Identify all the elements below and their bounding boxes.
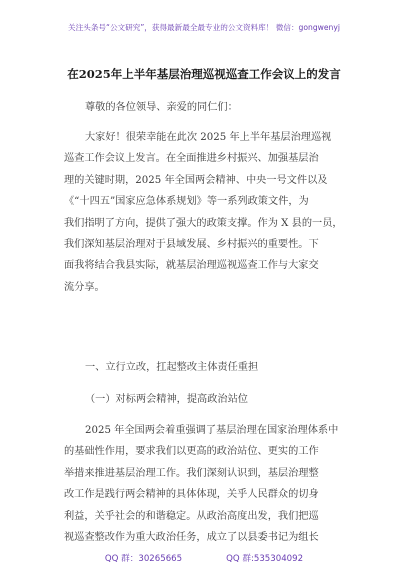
- paragraph-line: 大家好！很荣幸能在此次 2025 年上半年基层治理巡视: [85, 132, 332, 143]
- footer-banner: [0, 552, 408, 564]
- paragraph-line: 巡查工作会议上发言。在全面推进乡村振兴、加强基层治: [64, 153, 319, 165]
- document-title: 在2025年上半年基层治理巡视巡查工作会议上的发言: [67, 67, 341, 81]
- paragraph-line: 流分享。: [64, 281, 105, 293]
- paragraph-line: 的基础性作用，要求我们以更高的政治站位、更实的工作: [64, 446, 319, 458]
- footer-qq-group-1: QQ 群：30265665: [104, 554, 183, 564]
- paragraph-intro: [64, 127, 364, 298]
- paragraph-line: 面我将结合我县实际，就基层治理巡视巡查工作与大家交: [64, 260, 319, 272]
- paragraph-line: 改工作是践行两会精神的具体体现，关乎人民群众的切身: [64, 489, 319, 501]
- paragraph-line: 《“十四五”国家应急体系规划》等一系列政策文件，为: [64, 196, 309, 208]
- subsection-heading-text: （一）对标两会精神，提高政治站位: [85, 394, 248, 405]
- subsection-heading: [64, 389, 364, 410]
- greeting: [64, 97, 364, 118]
- footer-qq-group-2: QQ 群:535304092: [226, 554, 304, 564]
- greeting-text: 尊敬的各位领导、亲爱的同仁们：: [85, 102, 238, 113]
- section-heading: [64, 357, 364, 378]
- paragraph-line: 举措来推进基层治理工作。我们深刻认识到，基层治理整: [64, 467, 319, 479]
- section-heading-text: 一、立行立改，扛起整改主体责任重担: [85, 362, 259, 373]
- paragraph-line: 我们指明了方向，提供了强大的政策支撑。作为 X 县的一员，: [64, 217, 343, 229]
- paragraph-line: 我们深知基层治理对于县域发展、乡村振兴的重要性。下: [64, 238, 319, 250]
- paragraph-line: 视巡查整改作为重大政治任务，成立了以县委书记为组长: [64, 531, 319, 543]
- header-banner: 关注头条号“公文研究”，获得最新最全最专业的公文资料库！ 微信：gongwenyj: [68, 23, 340, 32]
- paragraph-section-1: [64, 420, 364, 548]
- paragraph-line: 2025 年全国两会着重强调了基层治理在国家治理体系中: [85, 425, 339, 436]
- paragraph-line: 理的关键时期，2025 年全国两会精神、中央一号文件以及: [64, 174, 328, 186]
- paragraph-line: 利益，关乎社会的和谐稳定。从政治高度出发，我们把巡: [64, 510, 319, 522]
